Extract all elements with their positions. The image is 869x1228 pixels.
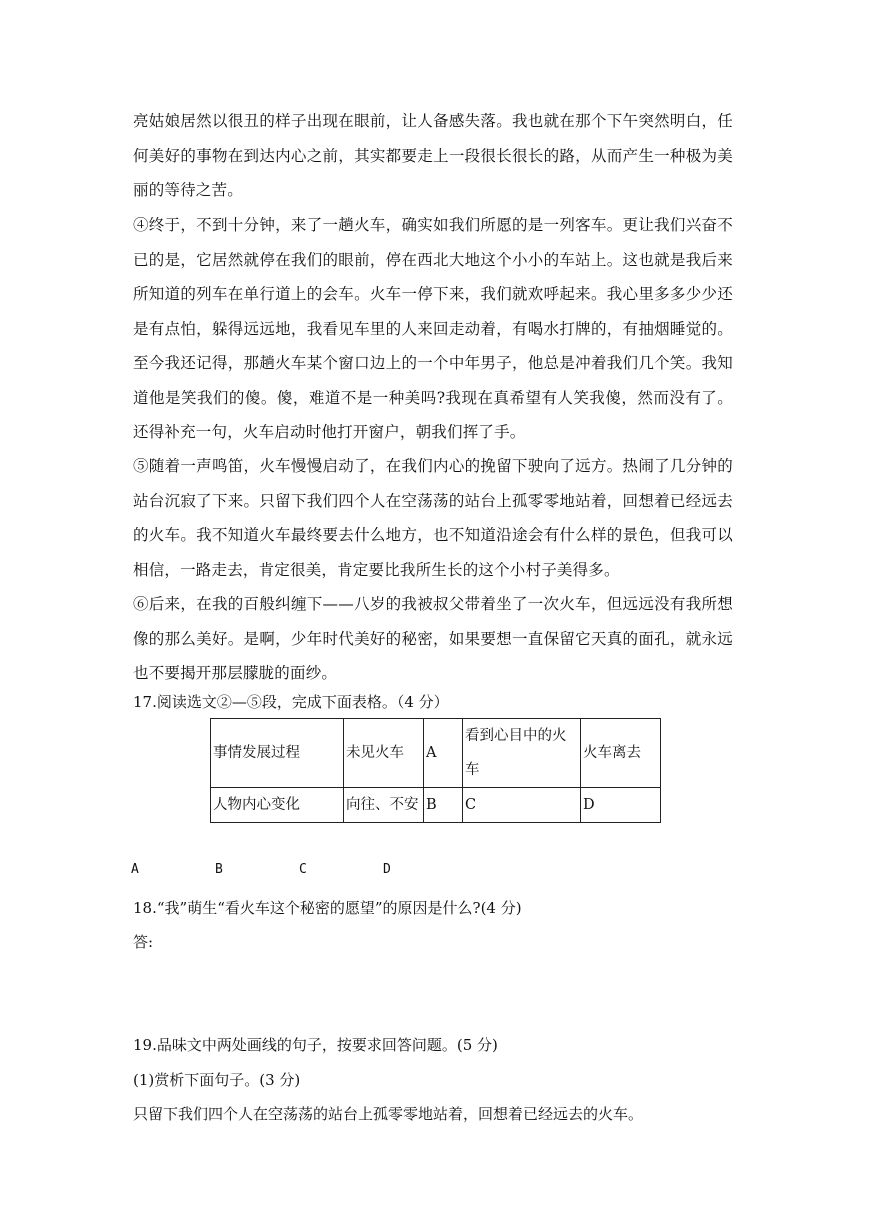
answer-label-b: B (215, 862, 223, 877)
passage-paragraph-3-continued: 亮姑娘居然以很丑的样子出现在眼前，让人备感失落。我也就在那个下午突然明白，任何美好的事物在到达内心之前，其实都要走上一段很长很长的路，从而产生一种极为美丽的等待之苦。 (133, 112, 733, 199)
passage-paragraph-6: ⑥后来，在我的百般纠缠下——八岁的我被叔父带着坐了一次火车，但远远没有我所想像的那么美好。是啊，少年时代美好的秘密，如果要想一直保留它天真的面孔，就永远也不要揭开那层朦胧的面纱。 (133, 595, 733, 682)
table-cell: 看到心目中的火车 (463, 719, 581, 788)
table-cell: 向往、不安 (344, 788, 424, 823)
passage-paragraph-4: ④终于，不到十分钟，来了一趟火车，确实如我们所愿的是一列客车。更让我们兴奋不已的是，它居然就停在我们的眼前，停在西北大地这个小小的车站上。这也就是我后来所知道的列车在单行道上的会车。火车一停下来，我们就欢呼起来。我心里多多少少还是有点怕，躲得远远地，我看见车里的人来回走动着，有喝水打牌的，有抽烟睡觉的。至今我还记得，那趟火车某个窗口边上的一个中年男子，他总是冲着我们几个笑。我知道他是笑我们的傻。傻，难道不是一种美吗?我现在真希望有人笑我傻，然而没有了。还得补充一句，火车启动时他打开窗户，朝我们挥了手。 (133, 216, 733, 441)
question-19-sub-1: (1)赏析下面句子。(3 分) (133, 1071, 301, 1089)
question-18-answer-label: 答: (133, 933, 154, 951)
table-cell: 未见火车 (344, 719, 424, 788)
table-cell: C (463, 788, 581, 823)
table-row (211, 788, 661, 823)
answer-label-a: A (131, 862, 139, 877)
table-row (211, 719, 661, 788)
table-cell: 火车离去 (581, 719, 661, 788)
question-17-stem: 17.阅读选文②—⑤段，完成下面表格。（4 分） (133, 693, 449, 711)
question-19-sentence: 只留下我们四个人在空荡荡的站台上孤零零地站着，回想着已经远去的火车。 (133, 1105, 644, 1123)
question-18-stem: 18.“我”萌生“看火车这个秘密的愿望”的原因是什么?(4 分) (133, 899, 522, 917)
table-cell: 人物内心变化 (211, 788, 344, 823)
table-cell: D (581, 788, 661, 823)
answer-label-d: D (383, 862, 391, 877)
question-17-table (210, 718, 661, 823)
table-cell: A (424, 719, 463, 788)
table-cell: B (424, 788, 463, 823)
table-cell: 事情发展过程 (211, 719, 344, 788)
answer-label-c: C (299, 862, 307, 877)
question-19-stem: 19.品味文中两处画线的句子，按要求回答问题。(5 分) (133, 1036, 498, 1054)
passage-paragraph-5: ⑤随着一声鸣笛，火车慢慢启动了，在我们内心的挽留下驶向了远方。热闹了几分钟的站台沉寂了下来。只留下我们四个人在空荡荡的站台上孤零零地站着，回想着已经远去的火车。我不知道火车最终要去什么地方，也不知道沿途会有什么样的景色，但我可以相信，一路走去，肯定很美，肯定要比我所生长的这个小村子美得多。 (133, 457, 733, 579)
